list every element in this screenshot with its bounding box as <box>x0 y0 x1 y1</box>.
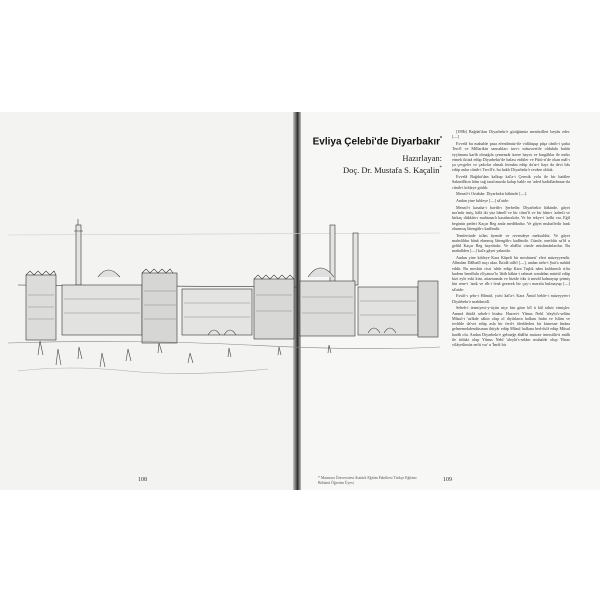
author-name: Doç. Dr. Mustafa S. Kaçalin* <box>342 165 442 176</box>
prepared-by-label: Hazırlayan: <box>402 153 442 164</box>
paragraph: Evsâf-ı şehr-i Hâmid, ya'ni kal'a-i Kara Âmid belde-i müzeyyen-i Diyârbekr'e mahûmidî. <box>452 293 570 304</box>
left-page-number: 108 <box>138 477 147 483</box>
paragraph: Menzil-i Ortahân: Diyarbekir hâkinde [—]. <box>456 191 528 197</box>
paragraph: Andan yine kıbleye [—] sâ'atde: <box>456 198 510 203</box>
paragraph: [198b] Bağdat'dan Diyarbekr'e gittiğümüz menâzilleri beyân eder. [—] <box>452 129 570 140</box>
paragraph: Evvelâ bu mahalde pasa efendimüz-ile vidâlaşup pâşa cânib-i şarka Tercîl ve Millarikin sancakları tavr-ı mâsruvetile oldukda bahâr eyyâmına karîb olmağıla çemenzâr üzere bayırı ve bargâhlar ile meks etmek iktizâ edüp Diyarbekir'de halası etdüler ve Fütü-ri'de okan mâl-ı şu çevgeler ve çadırlar olmak fermânı edüp da'ar-i hayr da devi bâs edüp anlar cânib-i Tercîl'e, bu hakîr Diyarbekr'e revâne olduk. <box>452 141 570 173</box>
paragraph: Sebeb-i tesmiyesi-y-üçün niçe bin göne kîl ü kâl tahrir etmişler. Ammâ ibtidâ sebeb-i binâsı: Hazret-i Yûnus Nebî 'aleyhi's-selâm Mûsul-i 'azîkde sâkin olup ol diyârların halkını îmân ve îslâm ve tevhîde da'vet edüp asla bir ferd-i âferîdeden bir kimesne îmâna gelmemekdendüsınan ihtiyâr edüp Mûsul halkına bed-du'â edüp Mûsul harâb olu. Andan Diyarbekr'e gelmeğe âhâlîsi muizze intersâlü-ü mülk ile ittihâz olup Yûnus Nebî 'aleyhi's-selâm muhalde olup 'Biraz vilâyetlimüz nefti var' u 'İmdi bir <box>452 305 570 347</box>
article-title: Evliya Çelebi'de Diyarbakır* <box>312 136 442 148</box>
right-page-number: 109 <box>443 477 452 483</box>
paragraph: Evvelâ Bağdat'dan kalkup kal'a-i Çermik yolu ile bir hatâlee Sakındîkon hâm sağ tarafımızda kalup haklr on 'aded hadidlarâmuz-ıla cânib-i kıbleye gitdik: <box>452 174 570 190</box>
paragraph: Andan yine kıbleye Kara Kûpeli bir mesâmesi' eleri müzeyyendir. Alîmdan Dâlbatlî naçı akar. İktidâ tıdîrî [—], andan nehr-i Şatt'a nuhûd eddir. Bu mesbür cisri 'ubûr edüp Kara Taşlık nâm kaldırımlı riftu kudem bendlulu rû'yanoz'la 'âbib hâkin-i rahmet somâdan mürtül edüp bizi eyle eski kim, attarmanda ve bizide tiks ü mezâl kalmayup şetmiş bin rene-i 'anik ve rîh-i fenâ gezerek bir çay-ı meralu bulmayup [—] sâ'atde: <box>452 255 570 292</box>
city-walls-illustration <box>8 215 440 375</box>
footnote: * Marmara Üniversitesi Atatürk Eğitim Fakültesi Türkçe Eğitimi Bölümü Öğretim Üyesi <box>318 476 417 485</box>
paragraph: Temîertinde ta'âm âyende ve revendeye meksuldür. Ve gâyet mahsûldar bânâ ekmmış lâtengâh-ı kadîmdir. Cümle, merbûtı sa'îd u gehîd Kaçar Beg hayrâtıdır. Ve ahâlîsi cümle müslimânlardur. Bu mahallden [—] kal'a gâyet yakındır. <box>452 232 570 254</box>
article-body <box>452 129 570 459</box>
article-header <box>300 136 442 177</box>
paragraph: Menzil-i kasaba-i bavâb-ı Şerbetîn: Diyarbekir hâkinde, gâyet ma'mûr imiş, hâlâ iki yüz hânelî ve bir câmi'li ve bir hâm-ı 'azîmli ve birkaç dükkân-ı muhtasarlı kasabacıkdır. Ve bir tekye-i 'azîki var. Eğil beginün pederi Kaçar Beg anda medfûndur. Ve gâyet muhaffedir hınk olunmuş lâtengâh-ı kadîmdir. <box>452 204 570 231</box>
